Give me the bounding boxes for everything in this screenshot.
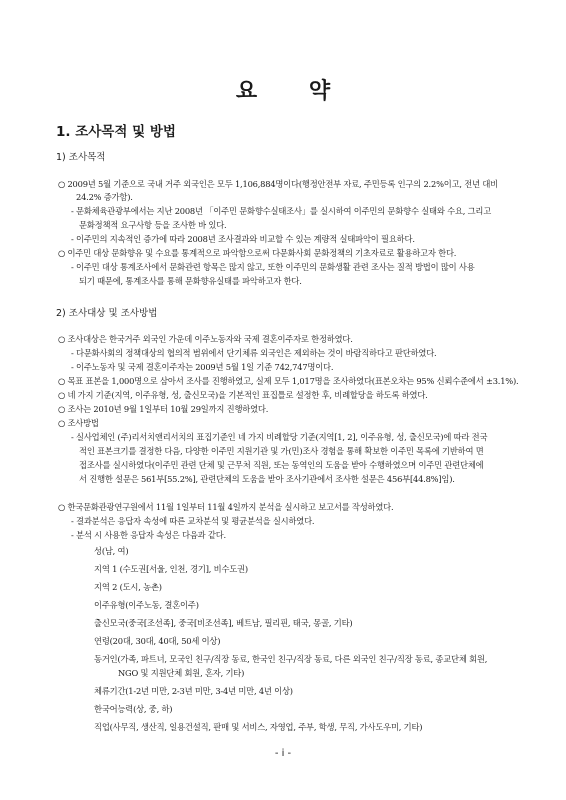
purpose-line: - 이주민의 지속적인 증가에 따라 2008년 조사결과와 비교할 수 있는 계량적 실태파악이 필요하다. (71, 234, 415, 244)
attribute-line: 지역 1 (수도권[서울, 인천, 경기], 비수도권) (94, 564, 248, 574)
method-line: - 다문화사회의 정책대상의 협의적 범위에서 단기체류 외국인은 제외하는 것이 바람직하다고 판단하였다. (71, 348, 437, 358)
attribute-line: 연령(20대, 30대, 40대, 50세 이상) (94, 636, 221, 646)
method-line: ○ 목표 표본을 1,000명으로 삼아서 조사를 진행하였고, 실제 모두 1,017명을 조사하였다(표본오차는 95% 신뢰수준에서 ±3.1%). (58, 376, 519, 386)
method-line: ○ 조사대상은 한국거주 외국인 가운데 이주노동자와 국제 결혼이주자로 한정하였다. (58, 334, 353, 344)
purpose-line: - 문화체육관광부에서는 지난 2008년 「이주민 문화향수실태조사」를 실시하여 이주민의 문화향수 실태와 수요, 그리고 (71, 206, 492, 216)
attribute-line: 이주유형(이주노동, 결혼이주) (94, 600, 199, 610)
method-line: 서 진행한 설문은 561부[55.2%], 관련단체의 도움을 받아 조사기관에서 조사한 설문은 456부[44.8%]임). (79, 474, 455, 484)
method-line: - 분석 시 사용한 응답자 속성은 다음과 같다. (71, 530, 226, 540)
purpose-line: ○ 2009년 5월 기준으로 국내 거주 외국인은 모두 1,106,884명이다(행정안전부 자료, 주민등록 인구의 2.2%이고, 전년 대비 (58, 179, 498, 189)
section-heading: 1. 조사목적 및 방법 (56, 124, 176, 140)
method-line: ○ 한국문화관광연구원에서 11월 1일부터 11월 4일까지 분석을 실시하고 보고서를 작성하였다. (58, 502, 394, 512)
purpose-line: - 이주민 대상 통계조사에서 문화관련 항목은 많지 않고, 또한 이주민의 문화생활 관련 조사는 질적 방법이 많이 사용 (71, 262, 475, 272)
purpose-line: 되기 때문에, 통계조사를 통해 문화향유실태를 파악하고자 한다. (79, 276, 302, 286)
method-line: 적인 표본크기를 결정한 다음, 다양한 이주민 지원기관 및 가(민)조사 경험을 통해 확보한 이주민 목록에 기반하여 면 (79, 446, 484, 456)
method-line: ○ 네 가지 기준(지역, 이주유형, 성, 출신모국)을 기본적인 표집틀로 설정한 후, 비례할당을 하도록 하였다. (58, 390, 428, 400)
purpose-line: ○ 이주민 대상 문화향유 및 수요를 통계적으로 파악함으로써 다문화사회 문화정책의 기초자료로 활용하고자 한다. (58, 248, 457, 258)
attribute-line: 체류기간(1-2년 미만, 2-3년 미만, 3-4년 미만, 4년 이상) (94, 686, 293, 696)
method-line: - 이주노동자 및 국제 결혼이주자는 2009년 5월 1일 기준 742,747명이다. (71, 362, 334, 372)
method-line: 접조사를 실시하였다(이주민 관련 단체 및 근무처 직원, 또는 동역인의 도움을 받아 수행하였으며 이주민 관련단체에 (79, 460, 484, 470)
attribute-line: 지역 2 (도시, 농촌) (94, 582, 162, 592)
attribute-line: 직업(사무직, 생산직, 일용건설직, 판매 및 서비스, 자영업, 주부, 학생, 무직, 가사도우미, 기타) (94, 722, 423, 732)
purpose-line: 문화정책적 요구사항 등을 조사한 바 있다. (79, 220, 227, 230)
method-line: ○ 조사방법 (58, 418, 99, 428)
subsection-heading-method: 2) 조사대상 및 조사방법 (56, 308, 158, 319)
attribute-line: 동거인(가족, 파트너, 모국인 친구/직장 동료, 한국인 친구/직장 동료, 다른 외국인 친구/직장 동료, 종교단체 회원, (94, 654, 488, 664)
attribute-line: 출신모국(중국[조선족], 중국[비조선족], 베트남, 필리핀, 태국, 몽골, 기타) (94, 618, 353, 628)
subsection-heading-purpose: 1) 조사목적 (56, 152, 106, 163)
attribute-line: 성(남, 여) (94, 546, 129, 556)
attribute-line: NGO 및 지원단체 회원, 혼자, 기타) (118, 668, 245, 678)
page-number: - i - (274, 748, 292, 759)
page-title: 요 약 (235, 79, 353, 104)
purpose-line: 24.2% 증가함). (76, 192, 133, 202)
method-line: - 결과분석은 응답자 속성에 따른 교차분석 및 평균분석을 실시하였다. (71, 516, 315, 526)
method-line: - 실사업체인 (주)리서치앤리서치의 표집기준인 네 가지 비례할당 기준(지역[1, 2], 이주유형, 성, 출신모국)에 따라 전국 (71, 432, 488, 442)
method-line: ○ 조사는 2010년 9월 1일부터 10월 29일까지 진행하였다. (58, 404, 269, 414)
attribute-line: 한국어능력(상, 중, 하) (94, 704, 173, 714)
